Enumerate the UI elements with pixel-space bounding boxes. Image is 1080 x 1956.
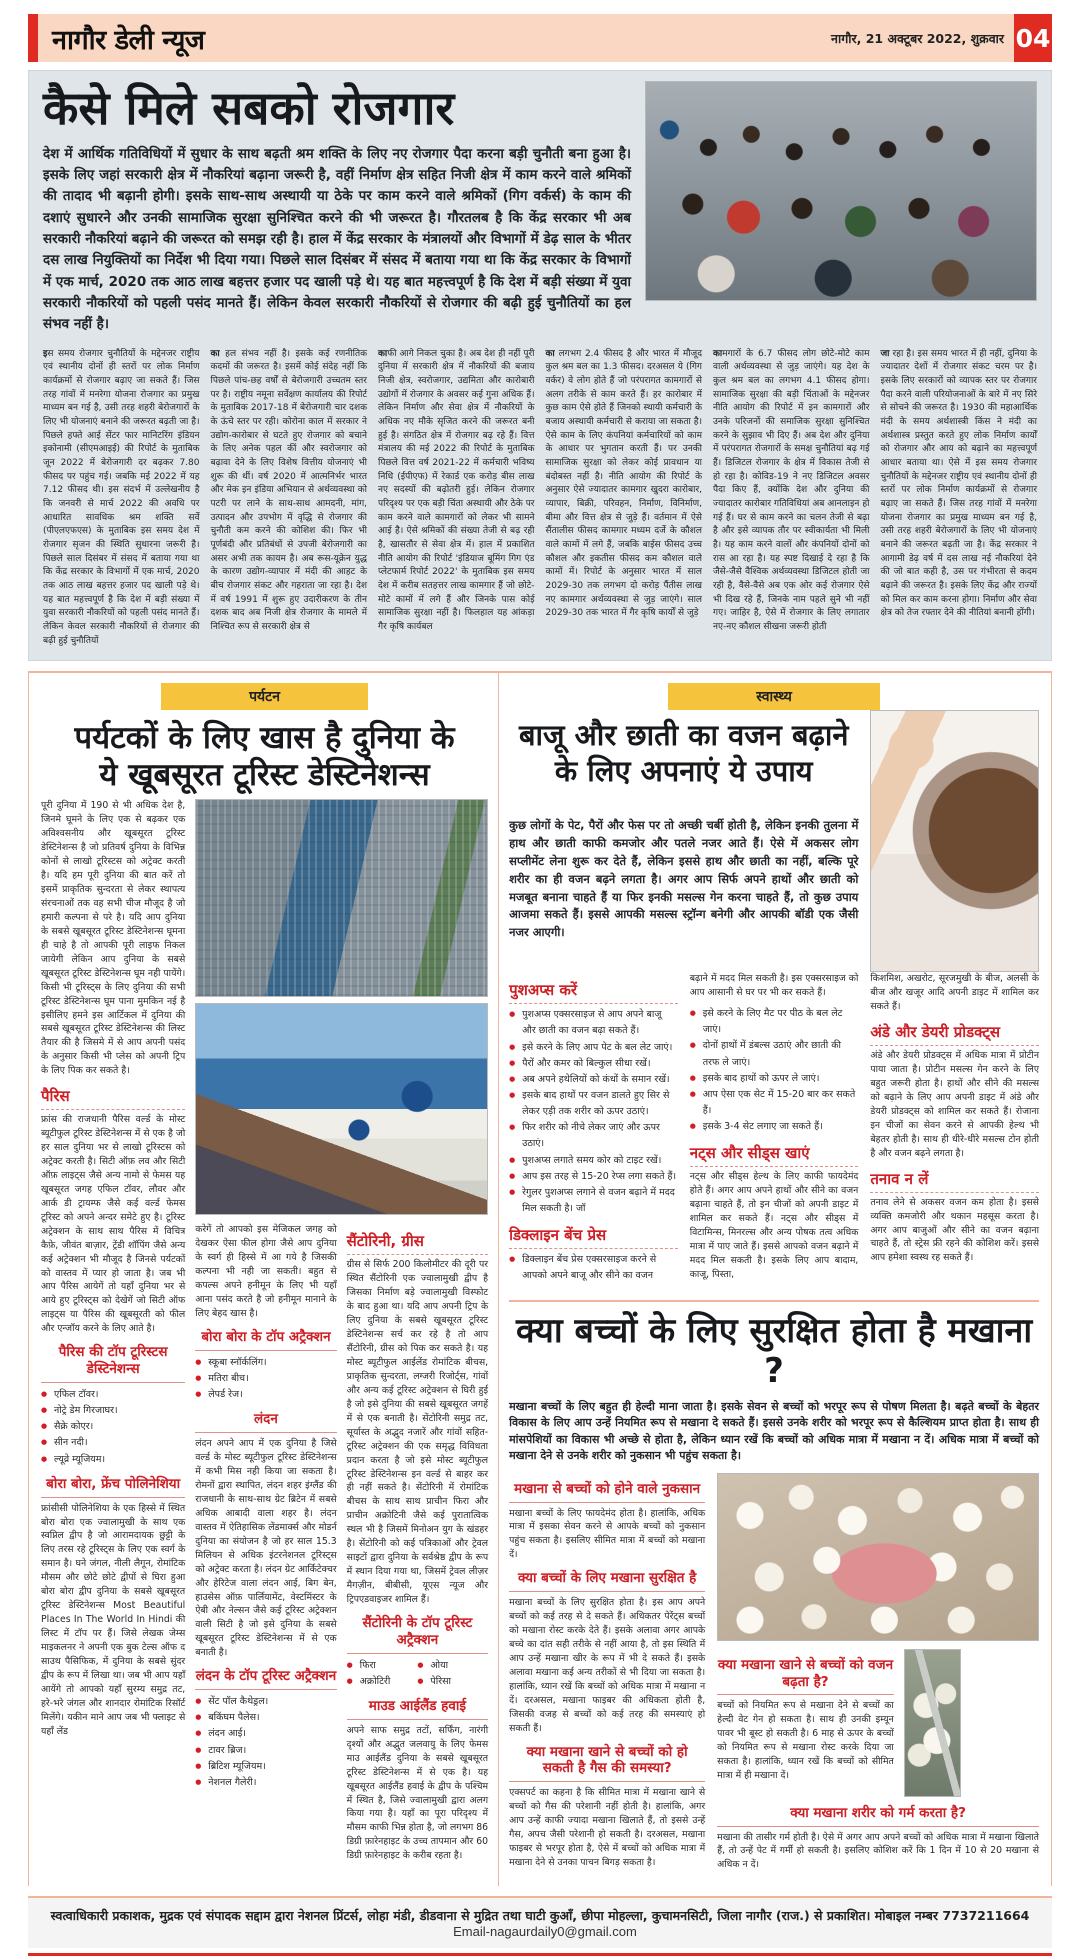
makhana-weight-section: [717, 1649, 894, 1797]
list-item: ● आप ऐसा एक सेट में 15-20 बार कर सकते हैं।: [690, 1087, 859, 1119]
list-item: ● लंदन आई।: [195, 1726, 336, 1742]
list-item: ● इसे करने के लिए मैट पर पीठ के बल लेट जाएं।: [690, 1006, 859, 1038]
health-column-1: [509, 972, 678, 1290]
lead-article-top: [43, 81, 1037, 336]
health-headline: [509, 718, 858, 811]
tourism-column-1: [41, 799, 185, 1869]
makhana-article: [509, 1312, 1039, 1878]
tourism-headline: [41, 720, 488, 793]
tourism-column-2: [195, 1223, 336, 1869]
list-item: ● फिर शरीर को नीचे लेकर जाएं और ऊपर उठाएं।: [509, 1120, 678, 1152]
tourism-headline-line1: पर्यटकों के लिए खास है दुनिया के: [74, 720, 455, 757]
paris-attractions-heading: पैरिस की टॉप टूरिस्टस डेस्टिनेशन्स: [41, 1344, 185, 1383]
list-item: ● अक्रोटिरी: [347, 1674, 418, 1690]
makhana-body: [509, 1473, 1039, 1879]
lead-column-4: का लगभग 2.4 फीसद है और भारत में मौजूद कुल श्रम बल का 1.3 फीसद। दरअसल ये (गिग वर्कर) वे लोग होते हैं जो परंपरागत कामगारों से अलग तरीके से काम करते हैं। हर कारोबार में कुछ काम ऐसे होते हैं जिनको स्थायी कर्मचारी के बजाय अस्थायी कर्मचारी से कराया जा सकता है। ऐसे काम के लिए कंपनियां कर्मचारियों को काम के आधार पर भुगतान करती हैं। पर उनकी सामाजिक सुरक्षा को लेकर कोई प्रावधान या बंदोबस्त नहीं है। नीति आयोग की रिपोर्ट के अनुसार ऐसे ज्यादातर कामगार खुदरा कारोबार, व्यापार, बिक्री, परिवहन, निर्माण, विनिर्माण, बीमा और वित्त क्षेत्र से जुड़े हैं। वर्तमान में ऐसे सैंतालीस फीसद कामगार मध्यम दर्जे के कौशल वाले कामों में लगे हैं, जबकि बाईस फीसद उच्च कौशल और इकतीस फीसद कम कौशल वाले कामों में। रिपोर्ट के अनुसार भारत में साल 2029-30 तक लगभग दो करोड़ पैंतीस लाख नए कामगार अर्थव्यवस्था से जुड़ जाएंगे। साल 2029-30 तक भारत में गैर कृषि कार्यों से जुड़े: [545, 348, 702, 619]
flexing-woman-photo: [870, 710, 1039, 972]
makhana-photo2-column: [904, 1649, 1039, 1797]
pushups-heading: पुशअप्स करें: [509, 980, 678, 1004]
london-body: लंदन अपने आप में एक दुनिया है जिसे वर्ल्ड के मोस्ट ब्यूटीफुल टूरिस्ट डेस्टिनेशन्स में कभी मिस नही किया जा सकता है। रोमनों द्वारा स्थापित, लंदन शहर इंग्लैंड की राजधानी के साथ-साथ ग्रेट ब्रिटेन में सबसे अधिक आबादी वाला शहर है। लंदन वास्तव में ऐतिहासिक लेंडमार्क्स और मोडर्न दुनिया का संयोजन है जो हर साल 15.3 मिलियन से अधिक इंटरनेशनल टूरिस्ट्स को अट्रेक्ट करता है। लंदन ग्रेट आर्किटेक्चर और हेरिटेज वाला लंदन आई, बिग बेन, हाउसेस ऑफ़ पार्लियामेंट, वेस्टमिंस्टर के ऐबी और नेल्सन जैसे कई टूरिस्ट अट्रेक्शन वाली सिटी है जो इसे दुनिया के सबसे खूबसूरत टूरिस्ट डेस्टिनेशन्स में से एक बनाती है।: [195, 1438, 337, 1659]
section-label-health: स्वास्थ्य: [668, 683, 880, 710]
imprint-footer: [28, 1896, 1052, 1948]
health-intro: कुछ लोगों के पेट, पैरों और फेस पर तो अच्छी चर्बी होती है, लेकिन इनकी तुलना में हाथ और छाती काफी कमजोर और पतले नजर आते हैं। ऐसे में अकसर लोग सप्लीमेंट लेना शुरू कर देते हैं, लेकिन इससे हाथ और छाती का नहीं, बल्कि पूरे शरीर का ही वजन बढ़ने लगता है। अगर आप सिर्फ अपने हाथों और छाती को मजबूत बनाना चाहते हैं या फिर इनकी मसल्स गेन करना चाहते हैं, तो कुछ उपाय आजमा सकते हैं। इससे आपकी मसल्स स्ट्रॉन्ग बनेगी और आपकी बॉडी एक जैसी नजर आएगी।: [509, 818, 859, 940]
bench-press-heading: डिक्लाइन बेंच प्रेस: [509, 1225, 678, 1249]
list-item: ● सेंट पॉल कैथेड्रल।: [195, 1694, 336, 1710]
tourism-label-wrap: [41, 683, 488, 710]
imprint-email: Email-nagaurdaily0@gmail.com: [453, 1924, 637, 1940]
tourism-subcolumns: [195, 1223, 488, 1869]
london-heading: लंदन: [195, 1411, 336, 1433]
list-item: ● ब्रिटिश म्यूजियम।: [195, 1759, 336, 1775]
list-item: ● आप इस तरह से 15-20 रेप्स लगा सकते हैं।: [509, 1169, 678, 1185]
health-grid: [509, 710, 1039, 1290]
santorini-heading: सैंटोरिनी, ग्रीस: [347, 1231, 488, 1255]
maui-body: अपने साफ समुद्र तटों, सर्फिंग, नारंगी दृश्यों और अद्भुत जलवायु के लिए फेमस माउ आईलैंड दुनिया के सबसे खूबसूरत टूरिस्ट डेस्टिनेशन्स में से एक है। यह खूबसूरत आईलैंड हवाई के द्वीप के पश्चिम में स्थित है, जिसे ज्वालामुखी द्वारा अलग किया गया है। यहाँ का पूरा परिदृश्य में मौसम काफी भिन्न होता है, जो लगभग 86 डिग्री फ़ारेनहाइट के उच्च तापमान और 60 डिग्री फ़ारेनहाइट के करीब रहता है।: [346, 1724, 489, 1862]
health-headline-line1: बाजू और छाती का वजन बढ़ाने: [518, 718, 849, 753]
list-item: ● रेगुलर पुशअप्स लगाने से वजन बढ़ाने में मदद मिल सकती है। जॉ: [509, 1185, 678, 1217]
right-articles: [499, 673, 1051, 1886]
tourism-right-block: [195, 799, 488, 1869]
makhana-bowl-photo: [717, 1473, 1039, 1641]
list-item: ● इसके 3-4 सेट लगाए जा सकते हैं।: [690, 1119, 859, 1135]
health-column-2: [690, 972, 859, 1290]
lead-intro: देश में आर्थिक गतिविधियों में सुधार के साथ बढ़ती श्रम शक्ति के लिए नए रोजगार पैदा करना बड़ी चुनौती बना हुआ है। इसके लिए जहां सरकारी क्षेत्र में नौकरियां बढ़ाना जरूरी है, वहीं निर्माण क्षेत्र सहित निजी क्षेत्र में काम करने वाले श्रमिकों की तादाद भी बढ़ानी होगी। इसके साथ-साथ अस्थायी या ठेके पर काम करने वाले श्रमिकों (गिग वर्कर्स) के काम की दशाएं सुधारने और उनकी सामाजिक सुरक्षा सुनिश्चित करने की भी जरूरत है। गौरतलब है कि केंद्र सरकार भी अब सरकारी नौकरियां बढ़ाने की जरूरत को समझ रही है। हाल में केंद्र सरकार के मंत्रालयों और विभागों में डेढ़ साल के भीतर दस लाख नियुक्तियों का निर्देश भी दिया गया। पिछले साल दिसंबर में संसद में बताया गया था कि केंद्र सरकार के विभागों में एक मार्च, 2020 तक आठ लाख बहत्तर हजार पद खाली पड़े थे। यह बात महत्त्वपूर्ण है कि देश में बड़ी संख्या में युवा सरकारी नौकरियों को पहली पसंद मानते हैं। लेकिन केवल सरकारी नौकरियों से रोजगार की बढ़ी हुई चुनौतियों का हल संभव नहीं है।: [43, 145, 631, 333]
imprint-text: स्वत्वाधिकारी प्रकाशक, मुद्रक एवं संपादक सद्दाम द्वारा नेशनल प्रिंटर्स, लोहा मंडी, डीडवाना से मुद्रित तथा घाटी कुआँ, छीपा मोहल्ला, कुचामनसिटी, जिला नागौर (राज.) से प्रकाशित। मोबाइल नम्बर 7737211664: [50, 1908, 1030, 1924]
health-column-3: [870, 972, 1039, 1290]
makhana-harm-body: मखाना बच्चों के लिए फायदेमंद होता है। हालांकि, अधिक मात्रा में इसका सेवन करने से आपके बच्चों को नुकसान पहुंच सकता है। इसलिए सीमित मात्रा में बच्चों को मखाना दें।: [509, 1507, 706, 1561]
list-item: ● ल्यूव्रे म्यूजियम।: [41, 1452, 185, 1468]
santorini-photo: [195, 1003, 488, 1215]
pushups-list: [509, 1007, 678, 1217]
paris-body: फ्रांस की राजधानी पैरिस वर्ल्ड के मोस्ट ब्यूटीफुल टूरिस्ट डेस्टिनेशन्स में से एक है जो हर साल दुनिया भर से लाखो टूरिस्टस को अट्रेक्ट करती है। सिटी ऑफ़ लव और सिटी ऑफ़ लाइट्स जैसे अन्य नामो से फेमस यह खूबसूरत जगह एफिल टॉवर, लौवर और आर्क डी ट्रायम्फ जैसे कई वर्ल्ड फेमस टूरिस्ट को अपने अन्दर समेटे हुए है। टूरिस्ट अट्रेक्शन के साथ साथ पैरिस में विचित्र कैफ़े, जीवंत बाज़ार, ट्रेंडी शॉपिंग जैसे अन्य कई अट्रेक्शन भी मौजूद है जिनसे पर्यटकों को वास्तव में प्यार हो जाता है। जब भी आप पैरिस आयेगें तो यहाँ दुनिया भर से आये हुए टूरिस्ट्स को देखेगें जो सिटी ऑफ लाइट्स या पैरिस की खूबसूरती को फील और एन्जॉय करने के लिए आते है।: [41, 1114, 186, 1335]
tourism-column-3: [347, 1223, 488, 1869]
tourism-body: [41, 799, 488, 1869]
list-item: ● डिक्लाइन बेंच प्रेस एक्सरसाइज करने से आपको अपने बाजू और सीने का वजन: [509, 1252, 678, 1284]
dateline: नागौर, 21 अक्टूबर 2022, शुक्रवार: [831, 30, 1004, 46]
nuts-seeds-heading: नट्स और सीड्स खाएं: [690, 1143, 859, 1167]
stress-body: तनाव लेने से अकसर वजन कम होता है। इससे व्यक्ति कमजोरी और थकान महसूस करता है। अगर आप बाजुओं और सीने का वजन बढ़ाना चाहते हैं, तो स्ट्रेस फ्री रहने की कोशिश करें। इससे आप हमेशा स्वस्थ रह सकते हैं।: [870, 1196, 1039, 1264]
masthead-accent-bar: [28, 14, 38, 62]
health-headline-line2: के लिए अपनाएं ये उपाय: [554, 753, 813, 788]
tourism-headline-line2: ये खूबसूरत टूरिस्ट डेस्टिनेशन्स: [99, 756, 430, 793]
eggs-dairy-body: अंडे और डेयरी प्रोडक्ट्स में अधिक मात्रा में प्रोटीन पाया जाता है। प्रोटीन मसल्स गेन करने के लिए बहुत जरूरी होता है। हाथों और सीने की मसल्स को बढ़ाने के लिए आप अपनी डाइट में अंडे और डेयरी प्रोडक्ट्स को शामिल कर सकते हैं। रोजाना इन चीजों का सेवन करने से आपकी हेल्थ भी बेहतर होती है। साथ ही धीरे-धीरे मसल्स टोन होती है और वजन बढ़ने लगता है।: [870, 1050, 1039, 1159]
list-item: ● स्कूबा स्नॉर्कलिंग।: [195, 1355, 336, 1371]
makhana-harm-heading: मखाना से बच्चों को होने वाले नुकसान: [509, 1481, 705, 1503]
bench-press-list: [690, 1006, 859, 1135]
makhana-safe-body: मखाना बच्चों के लिए सुरक्षित होता है। इस आप अपने बच्चों को कई तरह से दे सकते हैं। अधिकतर पेरेंट्स बच्चों को मखाना रोस्ट करके देते हैं। इसके अलावा अगर आपके बच्चे का दांत सही तरीके से नहीं आया है, तो इस स्थिति में आप उन्हें मखाना खीर के रूप में भी दे सकते हैं। इसके अलावा मखाना कई अन्य तरीकों से भी दिया जा सकता है। हालांकि, ध्यान रखें कि बच्चों को अधिक मात्रा में मखाना न दें। दरअसल, मखाना फाइबर की अधिकता होती है, जिसकी वजह से बच्चों को कई तरह की समस्याएं हो सकती हैं।: [509, 1597, 706, 1734]
lead-column-3: काफी आगे निकल चुका है। अब देश ही नहीं पूरी दुनिया में सरकारी क्षेत्र में नौकरियों की बजाय निजी क्षेत्र, स्वरोजगार, उद्यमिता और कारोबारी उद्योगों में रोजगार के अवसर कई गुना अधिक हैं। लेकिन निर्माण और सेवा क्षेत्र में नौकरियों के अधिक नए मौके सृजित करने की जरूरत बनी हुई है। संगठित क्षेत्र में रोजगार बढ़ रहे हैं। वित्त मंत्रालय की मई 2022 की रिपोर्ट के मुताबिक पिछले वित्त वर्ष 2021-22 में कर्मचारी भविष्य निधि (ईपीएफ) में रेकार्ड एक करोड़ बीस लाख नए सदस्यों की बढ़ोतरी हुई। लेकिन रोजगार परिदृश्य पर एक बड़ी चिंता अस्थायी और ठेके पर काम करने वाले कामगारों को लेकर भी सामने आई है। ऐसे श्रमिकों की संख्या तेजी से बढ़ रही है, खासतौर से सेवा क्षेत्र में। हाल में प्रकाशित नीति आयोग की रिपोर्ट 'इंडियाज बूमिंग गिग एंड प्लेटफार्म रिपोर्ट 2022' के मुताबिक इस समय देश में करीब सतहत्तर लाख कामगार हैं जो छोटे-मोटे कामों में लगे हैं और जिनके पास कोई सामाजिक सुरक्षा नहीं है। फिलहाल यह आंकड़ा गैर कृषि कार्यबल: [378, 348, 535, 632]
nuts-seeds-body: नट्स और सीड्स हेल्थ के लिए काफी फायदेमंद होते हैं। अगर आप अपने हाथों और सीने का वजन बढ़ाना चाहते हैं, तो इन चीजों को अपनी डाइट में शामिल कर सकते हैं। नट्स और सीड्स में विटामिन्स, मिनरल्स और अन्य पोषक तत्व अधिक मात्रा में पाए जाते हैं। इससे आपको वजन बढ़ाने में मदद मिल सकती है। इसके लिए आप बादाम, काजू, पिस्ता,: [689, 1171, 859, 1280]
list-item: ● इसके बाद हाथों को ऊपर ले जाएं।: [690, 1071, 859, 1087]
lead-column-6: जा रहा है। इस समय भारत में ही नहीं, दुनिया के ज्यादातर देशों में रोजगार संकट चरम पर है। इसके लिए सरकारों को व्यापक स्तर पर रोजगार पैदा करने वाली परियोजनाओं के बारे में नए सिरे से सोचने की जरूरत है। 1930 की महाआर्थिक मंदी के समय अर्थशास्त्री किंस ने मंदी का अर्थशास्त्र प्रस्तुत करते हुए लोक निर्माण कार्यों को रोजगार और आय को बढ़ाने का महत्त्वपूर्ण आधार बताया था। ऐसे में इस समय रोजगार चुनौतियों के मद्देनजर राष्ट्रीय एवं स्थानीय दोनों ही स्तरों पर लोक निर्माण कार्यक्रमों से रोजगार बढ़ाए जा सकते हैं। जिस तरह गांवों में मनरेगा योजना रोजगार का प्रमुख माध्यम बन गई है, उसी तरह शहरी बेरोजगारों के लिए भी योजनाएं बनाने की जरूरत बढ़ती जा है। केंद्र सरकार ने आगामी डेढ़ वर्ष में दस लाख नई नौकरियां देने की जो बात कही है, उस पर गंभीरता से कदम बढ़ाने की जरूरत है। इसके लिए केंद्र और राज्यों को मिल कर काम करना होगा। निर्माण और सेवा क्षेत्र को तेज रफ्तार देने की नीतियां बनानी होंगी।: [880, 348, 1037, 619]
lead-article: [28, 70, 1052, 661]
tourism-intro: पूरी दुनिया में 190 से भी अधिक देश है, जिनमे घूमने के लिए एक से बढ़कर एक अविश्वसनीय और खूबसूरत टूरिस्ट डेस्टिनेशन्स है जो प्रतिवर्ष दुनिया के विभिन्न कोनों से लाखो टूरिस्टस को अट्रेक्ट करती है। यदि हम पूरी दुनिया की बात करें तो इसमें प्राकृतिक सुन्दरता से लेकर स्थापत्य संरचनाओं तक वह सभी चीज मौजूद है जो हमारी कल्पना से परे है। यदि आप दुनिया के सबसे खूबसूरत टूरिस्ट डेस्टिनेशन्स घूमना ही चाहे है तो आपकी पूरी लाइफ निकल जायेगी लेकिन आप दुनिया के सबसे खूबसूरत टूरिस्ट डेस्टिनेशन्स घूम नही पायेंगे। किसी भी टूरिस्ट्स के लिए दुनिया की सभी टूरिस्ट डेस्टिनेशन्स घूम पाना मुमकिन नई है इसीलिए हमने इस आर्टिकल में दुनिया की सबसे खूबसूरत टूरिस्ट डेस्टिनेशन्स की लिस्ट तैयार की है जिसमे में से आप अपनी पसंद के अनुसार किसी भी प्लेस को अपनी ट्रिप के लिए पिक कर सकते है।: [41, 800, 186, 1077]
makhana-gas-heading: क्या मखाना खाने से बच्चों को हो सकती है गैस की समस्या?: [509, 1744, 705, 1783]
section-label-tourism: पर्यटन: [161, 683, 368, 710]
paris-heading: पैरिस: [41, 1086, 185, 1110]
lead-article-left: [43, 81, 631, 336]
header-bar: [28, 14, 1052, 62]
list-item: ● नोट्रे डेम गिरजाघर।: [41, 1403, 185, 1419]
makhana-weight-body: बच्चों को नियमित रूप से मखाना देने से बच्चों का हेल्दी वेट गेन हो सकता है। साथ ही उनकी इम्यून पावर भी बूस्ट हो सकती है। 6 माह से ऊपर के बच्चों को नियमित रूप से मखाना रोस्ट करके दिया जा सकता है। हालांकि, ध्यान रखें कि बच्चों को सीमित मात्रा में ही मखाना दें।: [717, 1700, 894, 1782]
makhana-headline: क्या बच्चों के लिए सुरक्षित होता है मखाना ?: [515, 1311, 1033, 1391]
paris-attractions-list: [41, 1387, 185, 1468]
bora-bora-continued: करेगें तो आपको इस मेजिकल जगह को देखकर ऐसा फील होगा जैसे आप दुनिया के स्वर्ग ही हिस्से में आ गये है जिसकी कल्पना भी नही जा सकती। बहुत से कपल्स अपने हनीमून के लिए भी यहाँ आना पसंद करते है जो हनीमून मानाने के लिए बेहद खास है।: [195, 1224, 337, 1320]
list-item: ● इसे करने के लिए आप पेट के बल लेट जाएं।: [509, 1040, 678, 1056]
makhana-column-1: [509, 1473, 705, 1879]
list-item: ● सैक्रे कोएर।: [41, 1419, 185, 1435]
makhana-spoon-photo: [904, 1649, 961, 1797]
health-article: [509, 683, 1039, 1290]
bench-press-lead-item: [509, 1252, 678, 1284]
makhana-weight-heading: क्या मखाना खाने से बच्चों को वजन बढ़ता है?: [717, 1657, 894, 1696]
stress-heading: तनाव न लें: [870, 1169, 1039, 1193]
list-item: ● पुशअप्स एक्सरसाइज से आप अपने बाजू और छाती का वजन बढ़ा सकते हैं।: [509, 1007, 678, 1039]
lead-headline: कैसे मिले सबको रोजगार: [43, 81, 455, 135]
nuts-seeds-continued: किशमिश, अखरोट, सूरजमुखी के बीज, अलसी के बीज और खजूर आदि अपनी डाइट में शामिल कर सकते हैं।: [870, 973, 1039, 1013]
bora-bora-heading: बोरा बोरा, फ्रेंच पोलिनेशिया: [41, 1476, 185, 1498]
list-item: ● नेशनल गैलेरी।: [195, 1775, 336, 1791]
crowd-photo: [645, 81, 1037, 301]
makhana-safe-heading: क्या बच्चों के लिए मखाना सुरक्षित है: [509, 1570, 705, 1592]
bench-press-continued: बढ़ाने में मदद मिल सकती है। इस एक्सरसाइज को आप आसानी से घर पर भी कर सकते हैं।: [689, 973, 859, 999]
list-item: ● ओया: [417, 1658, 488, 1674]
bottom-sections: [28, 671, 1052, 1886]
list-item: ● टावर ब्रिज।: [195, 1743, 336, 1759]
section-divider: [509, 1300, 1039, 1302]
list-item: ● पेरिसा: [417, 1674, 488, 1690]
lead-column-5: कामगारों के 6.7 फीसद लोग छोटे-मोटे काम वाली अर्थव्यवस्था से जुड़ जाएंगे। यह देश के कुल श्रम बल का लगभग 4.1 फीसद होगा। सामाजिक सुरक्षा की बड़ी चिंताओं के मद्देनजर नीति आयोग की रिपोर्ट में इन कामगारों और उनके परिजनों की समाजिक सुरक्षा सुनिश्चित करने के सुझाव भी दिए हैं। अब देश और दुनिया में परंपरागत रोजगारों के समक्ष चुनौतियां बढ़ गई हैं। डिजिटल रोजगार के क्षेत्र में विकास तेजी से हो रहा है। कोविड-19 ने नए डिजिटल अवसर पैदा किए हैं, क्योंकि देश और दुनिया की ज्यादातर कारोबार गतिविधियां अब आनलाइन हो गई हैं। घर से काम करने का चलन तेजी से बढ़ा है और इसे व्यापक तौर पर स्वीकार्यता भी मिली है। यह काम करने वालों और कंपनियों दोनों को रास आ रहा है। यह स्पष्ट दिखाई दे रहा है कि जैसे-जैसे वैश्विक अर्थव्यवस्था डिजिटल होती जा रही है, वैसे-वैसे अब एक ओर कई रोजगार ऐसे भी दिख रहे हैं, जिनके नाम पहले सुने भी नहीं गए। जाहिर है, ऐसे में रोजगार के लिए लगातार नए-नए कौशल सीखना जरूरी होती: [713, 348, 870, 632]
bora-attractions-list: [195, 1355, 336, 1403]
makhana-lower-row: [717, 1649, 1039, 1797]
list-item: ● बकिंघम पैलेस।: [195, 1710, 336, 1726]
makhana-intro: मखाना बच्चों के लिए बहुत ही हेल्दी माना जाता है। इसके सेवन से बच्चों को भरपूर रूप से पोषण मिलता है। बढ़ते बच्चों के बेहतर विकास के लिए आप उन्हें नियमित रूप से मखाना दे सकते हैं। इससे उनके शरीर को भरपूर रूप से कैल्शियम प्राप्त होता है। साथ ही मांसपेशियों का विकास भी अच्छे से होता है, लेकिन ध्यान रखें कि बच्चों को अधिक मात्रा में मखाना न दें। अधिक मात्रा में बच्चों को मखाना देने से उनके शरीर को नुकसान भी पहुंच सकता है।: [509, 1399, 1039, 1463]
list-item: ● पुशअप्स लगाते समय कोर को टाइट रखें।: [509, 1153, 678, 1169]
page-number: 04: [1014, 14, 1052, 62]
maui-heading: माउड आईलैंड हवाई: [347, 1698, 488, 1720]
london-aerial-photo: [195, 799, 488, 997]
list-item: ● एफिल टॉवर।: [41, 1387, 185, 1403]
makhana-warm-heading: क्या मखाना शरीर को गर्म करता है?: [717, 1805, 1039, 1827]
makhana-gas-body: एक्सपर्ट का कहना है कि सीमित मात्रा में मखाना खाने से बच्चों को गैस की परेशानी नहीं होती है। हालांकि, अगर आप उन्हें काफी ज्यादा मखाना खिलाते हैं, तो इससे उन्हें गैस, अपच जैसी परेशानी हो सकती है। दरअसल, मखाना फाइबर से भरपूर होता है, ऐसे में बच्चों को अधिक मात्रा में मखाना देने से उनका पाचन बिगड़ सकता है।: [509, 1787, 706, 1868]
list-item: ● मतिरा बीच।: [195, 1371, 336, 1387]
london-attractions-list: [195, 1694, 336, 1791]
santorini-attractions-list: [347, 1658, 488, 1690]
makhana-right-block: [717, 1473, 1039, 1879]
list-item: ● अब अपने हथेलियों को कंधों के समान रखें।: [509, 1072, 678, 1088]
list-item: ● इसके बाद हाथों पर वजन डालते हुए सिर से लेकर एड़ी तक शरीर को ऊपर उठाएं।: [509, 1088, 678, 1120]
list-item: ● सीन नदी।: [41, 1435, 185, 1451]
list-item: ● लेपर्ड रेज।: [195, 1387, 336, 1403]
london-attractions-heading: लंदन के टॉप टूरिस्ट अट्रैक्शन: [195, 1668, 336, 1690]
bora-bora-body: फ्रांसीसी पोलिनेशिया के एक हिस्से में स्थित बोरा बोरा एक ज्वालामुखी के साथ एक स्वप्निल द्वीप है जो आरामदायक छुट्टी के लिए तरस रहे टूरिस्ट्स के लिए एक स्वर्ग के समान है। घने जंगल, नीली लैगून, रोमांटिक मौसम और छोटे छोटे द्वीपों से घिरा हुआ बोरा बोरा द्वीप दुनिया के सबसे खूबसूरत टूरिस्ट डेस्टिनेशन्स Most Beautiful Places In The World In Hindi की लिस्ट में टॉप पर हैं। जिसे लेखक जेम्स माइकलनर ने अपनी एक बुक टेल्स ऑफ द साउथ पैसिफिक, में दुनिया के सबसे सुंदर द्वीप के रूप में लिखा था। जब भी आप यहाँ आयेंगे तो आपको यहाँ सुरम्य समुद्र तट, हरे-भरे जंगल और शानदार रोमांटिक रिसॉर्ट मिलेंगे। यकीन माने आप जब भी फ्लाइट से यहाँ लेंड: [41, 1502, 186, 1737]
makhana-warm-body: मखाना की तासीर गर्म होती है। ऐसे में अगर आप अपने बच्चों को अधिक मात्रा में मखाना खिलाते हैं, तो उन्हें पेट में गर्मी हो सकती है। इसलिए कोशिश करें कि 1 दिन में 10 से 20 मखाना से अधिक न दें।: [717, 1831, 1039, 1871]
masthead-title: नागौर डेली न्यूज: [52, 24, 205, 56]
list-item: ● पैरों और कमर को बिल्कुल सीधा रखें।: [509, 1056, 678, 1072]
lead-column-1: इस समय रोजगार चुनौतियों के मद्देनजर राष्ट्रीय एवं स्थानीय दोनों ही स्तरों पर लोक निर्माण कार्यक्रमों से रोजगार बढ़ाए जा सकते हैं। जिस तरह गांवों में मनरेगा योजना रोजगार का प्रमुख माध्यम बन गई है, उसी तरह शहरी बेरोजगारों के लिए भी योजनाएं बनाने की जरूरत बढ़ती जा है। पिछले हफ्ते आई सेंटर फार मानिटरिंग इंडियन इकोनामी (सीएमआइई) की रिपोर्ट के मुताबिक जून 2022 में बेरोजगारी दर बढ़कर 7.80 फीसद पर पहुंच गई। जबकि मई 2022 में यह 7.12 फीसद थी। इस संदर्भ में उल्लेखनीय है कि जनवरी से मार्च 2022 की अवधि पर आधारित सावधिक श्रम शक्ति सर्वे (पीएलएफएस) के मुताबिक इस समय देश में रोजगार सृजन की स्थिति सुधारना जरूरी है। पिछले साल दिसंबर में संसद में बताया गया था कि केंद्र सरकार के विभागों में एक मार्च, 2020 तक आठ लाख बहत्तर हजार पद खाली पड़े थे। यह बात महत्त्वपूर्ण है कि देश में बड़ी संख्या में युवा सरकारी नौकरियों को पहली पसंद मानते हैं। लेकिन केवल सरकारी नौकरियों से रोजगार की बढ़ी हुई चुनौतियों: [43, 348, 200, 646]
santorini-body: ग्रीस से सिर्फ 200 किलोमीटर की दूरी पर स्थित सैंटोरिनी एक ज्वालामुखी द्वीप है जिसका निर्माण बड़े ज्वालामुखी विस्फोट के बाद हुआ था। यदि आप अपनी ट्रिप के लिए दुनिया के सबसे खूबसूरत टूरिस्ट डेस्टिनेशन्स सर्च कर रहे है तो आप सैंटोरिनी, ग्रीस को पिक कर सकते है। यह मोस्ट ब्यूटीफुल आईलेंड रोमांटिक बीचस, प्राकृतिक सुन्दरता, लग्जरी रिजोर्ट्स, गांवों और अन्य कई टूरिस्ट अट्रेक्शन से घिरी हुई है जो इसे दुनिया की सबसे खूबसूरत जगहें में से एक बनाती है। सेंटोरिनी समुद्र तट, सूर्यास्त के अद्भुद नजारें और गांवों सहित- टूरिस्ट अट्रेक्शन की एक समृद्ध विविधता प्रदान करता है जो इसे मोस्ट ब्यूटीफुल टूरिस्ट डेस्टिनेशन्स इन वर्ल्ड से बाहर कर ही नहीं सकते है। सेंटोरिनी में रोमांटिक बीचस के साथ साथ प्राचीन फिरा और प्राचीन अक्रोटिनी जैसे कई पुरातात्विक स्थल भी है जिसमें मिनोअन युग के खंडहर है। सेंटोरिनी को कई पत्रिकाओं और ट्रेवल साइटों द्वारा दुनिया के सर्वश्रेष्ठ द्वीप के रूप में स्थान दिया गया था, जिसमें ट्रेवल लीज़र मैगज़ीन, बीबीसी, यूएस न्यूज और ट्रिपएडवाइजर शामिल हैं।: [346, 1259, 489, 1605]
lead-column-2: का हल संभव नहीं है। इसके कई रणनीतिक कदमों की जरूरत है। इसमें कोई संदेह नहीं कि पिछले पांच-छह वर्षों से बेरोजगारी उच्चतम स्तर पर है। राष्ट्रीय नमूना सर्वेक्षण कार्यालय की रिपोर्ट के मुताबिक 2017-18 में बेरोजगारी चार दशक के ऊंचे स्तर पर रही। कोरोना काल में सरकार ने उद्योग-कारोबार से घटते हुए रोजगार को बचाने के लिए अनेक पहल कीं और स्वरोजगार को बढ़ावा देने के लिए विशेष वित्तीय योजनाएं भी शुरू की थीं। वर्ष 2020 में आत्मनिर्भर भारत और मेक इन इंडिया अभियान से अर्थव्यवस्था को पटरी पर लाने के साथ-साथ आमदनी, मांग, उत्पादन और उपभोग में वृद्धि से रोजगार की चुनौती कम करने की कोशिश की। फिर भी पूर्णबंदी और प्रतिबंधों से उपजी बेरोजगारी का असर अभी तक कायम है। अब रूस-यूक्रेन युद्ध के कारण उद्योग-व्यापार में मंदी की आहट के बीच रोजगार संकट और गहराता जा रहा है। देश में वर्ष 1991 में शुरू हुए उदारीकरण के तीन दशक बाद अब निजी क्षेत्र रोजगार के मामले में निश्चित रूप से सरकारी क्षेत्र से: [210, 348, 367, 632]
bora-attractions-heading: बोरा बोरा के टॉप अट्रैक्शन: [195, 1329, 336, 1351]
tourism-article: [29, 673, 499, 1886]
santorini-attractions-heading: सैंटोरिनी के टॉप टूरिस्ट अट्रैक्शन: [347, 1615, 488, 1654]
lead-article-columns: [43, 348, 1037, 649]
list-item: ● फिरा: [347, 1658, 418, 1674]
health-label-wrap: [509, 683, 1039, 710]
list-item: ● दोनों हाथों में डंबल्स उठाएं और छाती की तरफ ले जाएं।: [690, 1038, 859, 1070]
eggs-dairy-heading: अंडे और डेयरी प्रोडक्ट्स: [870, 1022, 1039, 1046]
